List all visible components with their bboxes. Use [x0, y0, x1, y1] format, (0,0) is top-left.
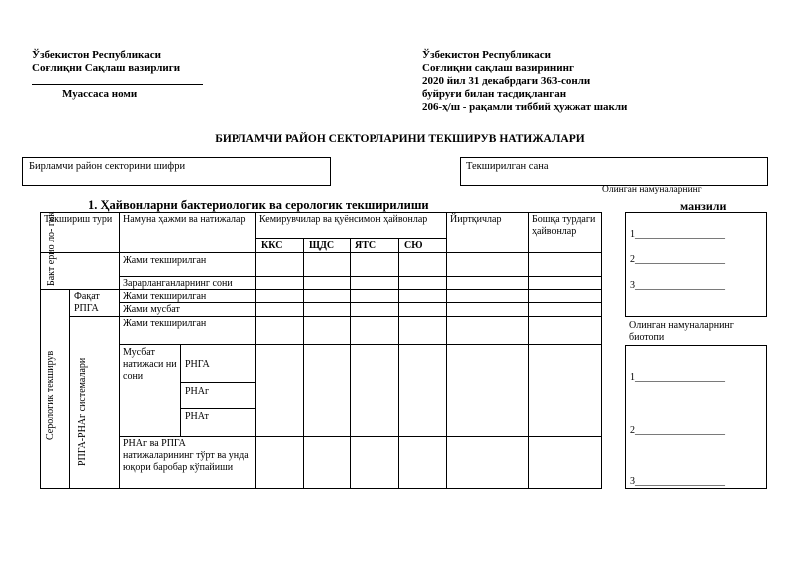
address-label: манзили [680, 199, 727, 213]
institution-underline [32, 84, 203, 85]
sector-code-label: Бирламчи район секторини шифри [29, 161, 186, 172]
rnga-label: РНГА [185, 359, 210, 370]
ministry-country-left: Ўзбекистон Республикаси [32, 49, 161, 61]
bacteriology-text: Бакт ерио ло- гик [46, 211, 57, 286]
sys-total-checked: Жами текширилган [123, 318, 207, 329]
col-predators: Йиртқичлар [450, 214, 502, 225]
approval-line-1: Ўзбекистон Республикаси [422, 49, 551, 61]
biotope-label: Олинган намуналарнинг биотопи [629, 320, 734, 343]
biotope-line-1[interactable]: 1__________________ [630, 372, 725, 383]
col-test-type: Текшириш тури [44, 214, 113, 225]
ministry-name-left: Соғлиқни Сақлаш вазирлиги [32, 62, 181, 74]
rpga-total-checked: Жами текширилган [123, 291, 207, 302]
only-rpga-label: Фақат РПГА [74, 291, 100, 314]
bact-infected-count: Зарарланганларнинг сони [123, 278, 233, 289]
address-line-1[interactable]: 1__________________ [630, 229, 725, 240]
section-heading: 1. Ҳайвонларни бактериологик ва серологик текширилиши [88, 198, 429, 212]
serology-label: Серологик текширув [45, 350, 56, 440]
sector-code-field[interactable] [22, 157, 331, 186]
approval-line-5: 206-ҳ/ш - рақамли тиббий ҳужжат шакли [422, 101, 628, 113]
species-kks: ККС [261, 240, 283, 251]
check-date-field[interactable] [460, 157, 768, 186]
rnat-label: РНАт [185, 411, 209, 422]
rpga-total-positive: Жами мусбат [123, 304, 180, 315]
page-title: БИРЛАМЧИ РАЙОН СЕКТОРЛАРИНИ ТЕКШИРУВ НАТИЖАЛАРИ [215, 133, 585, 145]
address-line-2[interactable]: 2__________________ [630, 254, 725, 265]
species-shds: ЩДС [309, 240, 335, 251]
rnag-label: РНАг [185, 386, 210, 397]
species-yats: ЯТС [355, 240, 377, 251]
bact-total-checked: Жами текширилган [123, 255, 207, 266]
samples-header-top: Олинган намуналарнинг [602, 185, 702, 195]
col-rodents: Кемирувчилар ва қуёнсимон ҳайвонлар [259, 214, 428, 225]
positive-results-label: Мусбат натижаси ни сони [123, 347, 177, 382]
approval-line-2: Соғлиқни сақлаш вазирининг [422, 62, 574, 74]
col-sample: Намуна ҳажми ва натижалар [123, 214, 246, 225]
species-syu: СЮ [404, 240, 423, 251]
biotope-box[interactable] [625, 345, 767, 489]
fourfold-increase-label: РНАг ва РПГА натижаларининг тўрт ва унда юқори баробар кўпайиши [123, 438, 249, 473]
institution-label: Муассаса номи [62, 88, 138, 100]
approval-line-3: 2020 йил 31 декабрдаги 363-сонли [422, 75, 591, 87]
rpga-rnag-label: РПГА-РНАг системалари [77, 357, 88, 466]
biotope-line-3[interactable]: 3__________________ [630, 476, 725, 487]
biotope-line-2[interactable]: 2__________________ [630, 425, 725, 436]
check-date-label: Текширилган сана [466, 161, 549, 172]
col-other-animals: Бошқа турдаги ҳайвонлар [532, 214, 596, 237]
address-line-3[interactable]: 3__________________ [630, 280, 725, 291]
approval-line-4: буйруғи билан тасдиқланган [422, 88, 567, 100]
